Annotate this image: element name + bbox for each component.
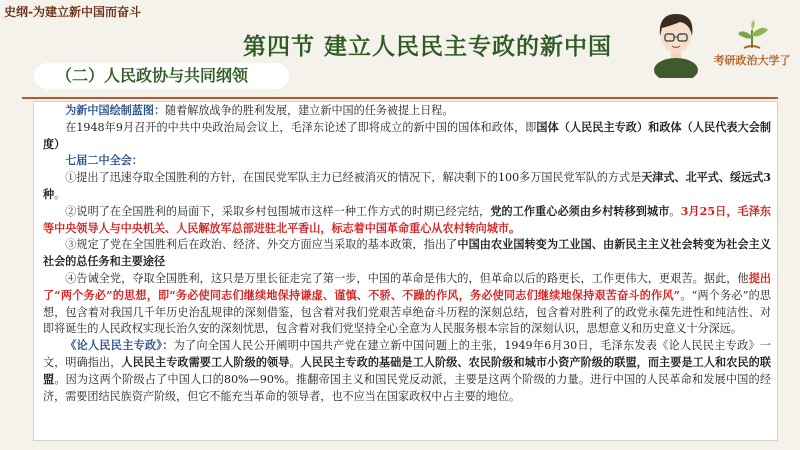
leaf-icon — [708, 18, 796, 52]
content-body — [43, 103, 771, 405]
heading-dictatorship: 《论人民民主专政》： — [65, 339, 174, 353]
bold-text: 人民民主专政需要工人阶级的领导 — [121, 355, 290, 369]
page-title: 第四节 建立人民民主专政的新中国 — [243, 33, 613, 60]
paragraph-point-4 — [43, 271, 771, 338]
bold-text: 人民民主专政的基础是工人阶级、农民阶级和城市小资产阶级的联盟，而主要是工人和农民的联盟 — [43, 355, 771, 386]
divider-line — [22, 97, 778, 99]
text: 。因为这两个阶级占了中国人口的80%—90%。推翻帝国主义和国民党反动派，主要是这两个阶级的力量。进行中国的人民革命和发展中国的经济，需要团结民族资产阶级，但它不能充当革命的领导者，也不应当在国家政权中占主要的地位。 — [43, 372, 771, 403]
heading-plenary: 七届二中全会： — [65, 154, 143, 168]
text: 。“两个务必”的思想，包含着对我国几千年历史治乱规律的深刻借鉴，包含着对我们党艰苦卓绝奋斗历程的深刻总结，包含着对胜利了的政党永葆先进性和纯洁性、对即将诞生的人民政权实现长治久安的深刻忧思，包含着对我们党坚持全心全意为人民服务根本宗旨的深刻认识，思想意义和历史意义十分深远。 — [43, 288, 772, 336]
bold-text: 党的工作重心必须由乡村转移到城市 — [490, 204, 670, 218]
text: ④告诫全党，夺取全国胜利，这只是万里长征走完了第一步，中国的革命是伟大的，但革命以后的路更长，工作更伟大，更艰苦。据此，他 — [65, 271, 749, 285]
logo-text: 考研政治大学了 — [713, 54, 791, 67]
brand-logo — [708, 18, 796, 70]
section-heading: （二）人民政协与共同纲领 — [34, 63, 289, 89]
mascot-avatar — [648, 6, 704, 78]
paragraph-meeting — [43, 120, 771, 154]
heading-blueprint: 为新中国绘制蓝图： — [65, 104, 166, 117]
text: 为了向全国人民公开阐明中国共产党在建立新中国问题上的主张，1949年6月30日，毛泽东发表《论人民民主专政》一文，明确指出， — [43, 339, 772, 369]
text: 。 — [289, 355, 301, 369]
paragraph-point-1 — [43, 170, 771, 204]
bold-text: 天津式、北平式、绥远式3种 — [43, 171, 771, 201]
text: ②说明了在全国胜利的局面下，采取乡村包围城市这样一种工作方式的时期已经完结， — [65, 204, 491, 218]
text: ③规定了党在全国胜利后在政治、经济、外交方面应当采取的基本政策，指出了 — [65, 238, 458, 252]
text: 。 — [669, 204, 681, 218]
text: 。 — [54, 187, 66, 201]
red-emphasis: 3月25日，毛泽东等中央领导人与中央机关、人民解放军总部进驻北平香山，标志着中国革命重心从农村转向城市。 — [43, 204, 771, 235]
text: 在1948年9月召开的中共中央政治局会议上，毛泽东论述了即将成立的新中国的国体和政体，即 — [65, 120, 537, 134]
bold-text: 国体（人民民主专政）和政体（人民代表大会制度） — [43, 120, 771, 151]
paragraph-point-2 — [43, 204, 771, 238]
course-label: 史纲-为建立新中国而奋斗 — [4, 5, 141, 19]
red-emphasis: 提出了“两个务必”的思想，即“务必使同志们继续地保持谦虚、谨慎、不骄、不躁的作风，务必使同志们继续地保持艰苦奋斗的作风” — [43, 271, 771, 302]
paragraph-point-3 — [43, 237, 771, 271]
text: 随着解放战争的胜利发展，建立新中国的任务被提上日程。 — [165, 104, 454, 117]
text: ①提出了迅速夺取全国胜利的方针，在国民党军队主力已经被消灭的情况下，解决剩下的100多万国民党军队的方式是 — [65, 171, 642, 185]
paragraph-dictatorship — [43, 338, 771, 405]
bold-text: 中国由农业国转变为工业国、由新民主主义社会转变为社会主义社会的总任务和主要途径 — [43, 238, 771, 269]
paragraph-blueprint — [43, 103, 771, 120]
